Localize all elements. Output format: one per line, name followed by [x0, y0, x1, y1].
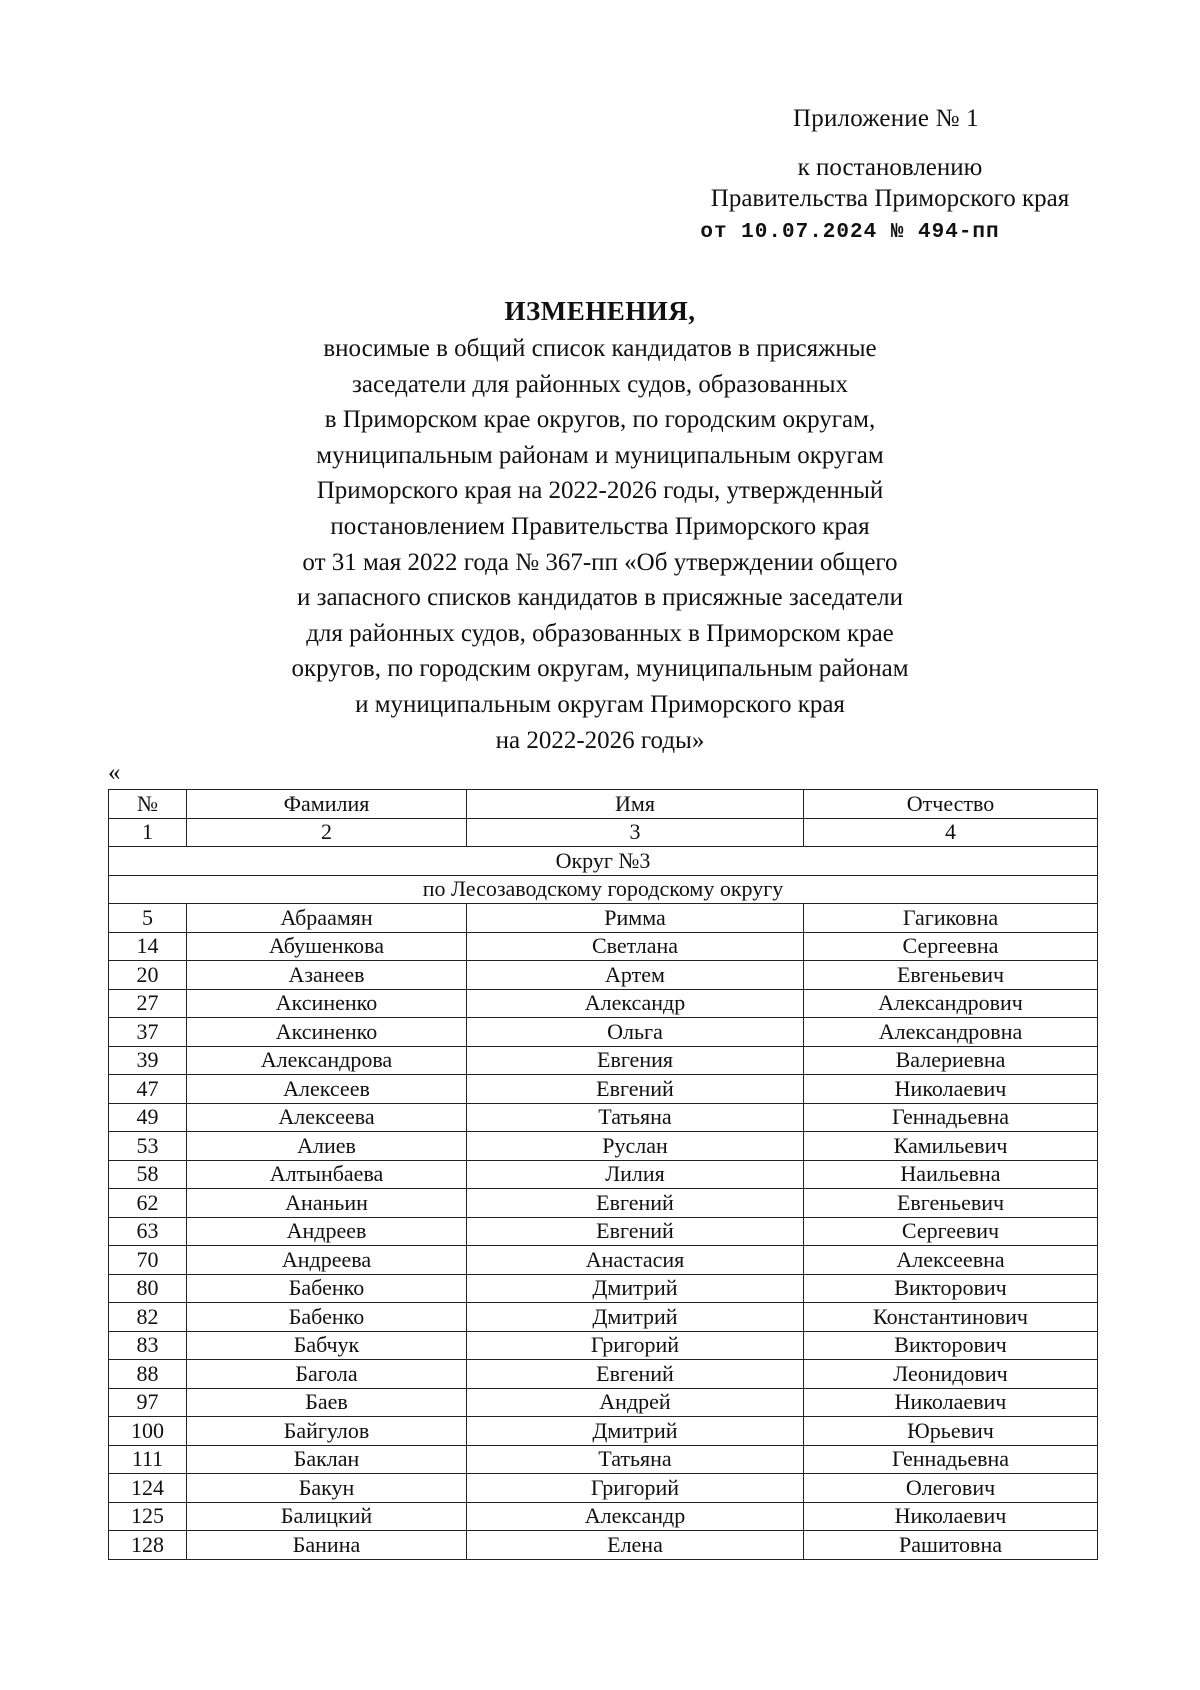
- cell-first-name: Евгения: [467, 1046, 804, 1075]
- cell-last-name: Баклан: [187, 1445, 467, 1474]
- subtitle-line: на 2022-2026 годы»: [495, 726, 705, 754]
- table-row: [109, 1417, 1098, 1446]
- resolution-line: Правительства Приморского края: [710, 185, 1070, 212]
- cell-first-name: Александр: [467, 989, 804, 1018]
- cell-last-name: Аксиненко: [187, 1018, 467, 1047]
- cell-number: 97: [109, 1388, 187, 1417]
- cell-first-name: Григорий: [467, 1331, 804, 1360]
- table-row: [109, 904, 1098, 933]
- table-row: [109, 1445, 1098, 1474]
- appendix-label: Приложение № 1: [793, 105, 979, 132]
- cell-last-name: Алтынбаева: [187, 1160, 467, 1189]
- cell-patronymic: Алексеевна: [804, 1246, 1098, 1275]
- table-row: [109, 1360, 1098, 1389]
- cell-number: 20: [109, 961, 187, 990]
- cell-patronymic: Евгеньевич: [804, 1189, 1098, 1218]
- cell-first-name: Светлана: [467, 932, 804, 961]
- candidates-table: [108, 789, 1098, 1560]
- column-header-patronymic: Отчество: [804, 790, 1098, 819]
- table-row: [109, 1160, 1098, 1189]
- cell-first-name: Евгений: [467, 1075, 804, 1104]
- table-row: [109, 1189, 1098, 1218]
- section-subtitle-row: [109, 875, 1098, 904]
- cell-first-name: Евгений: [467, 1217, 804, 1246]
- subtitle-line: постановлением Правительства Приморского края: [330, 512, 870, 540]
- cell-patronymic: Валериевна: [804, 1046, 1098, 1075]
- cell-patronymic: Рашитовна: [804, 1531, 1098, 1560]
- column-number: 1: [109, 818, 187, 847]
- cell-first-name: Дмитрий: [467, 1303, 804, 1332]
- cell-patronymic: Наильевна: [804, 1160, 1098, 1189]
- cell-first-name: Ольга: [467, 1018, 804, 1047]
- cell-first-name: Татьяна: [467, 1445, 804, 1474]
- table-row: [109, 1274, 1098, 1303]
- table-row: [109, 1474, 1098, 1503]
- cell-first-name: Александр: [467, 1502, 804, 1531]
- cell-last-name: Андреева: [187, 1246, 467, 1275]
- cell-first-name: Татьяна: [467, 1103, 804, 1132]
- cell-patronymic: Николаевич: [804, 1502, 1098, 1531]
- cell-last-name: Банина: [187, 1531, 467, 1560]
- cell-patronymic: Евгеньевич: [804, 961, 1098, 990]
- cell-patronymic: Константинович: [804, 1303, 1098, 1332]
- cell-last-name: Азанеев: [187, 961, 467, 990]
- cell-patronymic: Юрьевич: [804, 1417, 1098, 1446]
- cell-last-name: Алексеев: [187, 1075, 467, 1104]
- cell-last-name: Алексеева: [187, 1103, 467, 1132]
- resolution-number: от 10.07.2024 № 494-пп: [700, 221, 1000, 244]
- table-row: [109, 989, 1098, 1018]
- table-row: [109, 1217, 1098, 1246]
- subtitle-line: заседатели для районных судов, образованных: [351, 370, 849, 398]
- cell-last-name: Абушенкова: [187, 932, 467, 961]
- document-title: ИЗМЕНЕНИЯ,: [504, 296, 696, 326]
- cell-last-name: Балицкий: [187, 1502, 467, 1531]
- cell-number: 58: [109, 1160, 187, 1189]
- table-row: [109, 1502, 1098, 1531]
- cell-patronymic: Николаевич: [804, 1388, 1098, 1417]
- table-body: [109, 847, 1098, 1560]
- subtitle-line: Приморского края на 2022-2026 годы, утвержденный: [316, 477, 884, 505]
- cell-patronymic: Геннадьевна: [804, 1103, 1098, 1132]
- table-row: [109, 1531, 1098, 1560]
- column-number: 2: [187, 818, 467, 847]
- cell-last-name: Аксиненко: [187, 989, 467, 1018]
- table-row: [109, 1303, 1098, 1332]
- cell-first-name: Римма: [467, 904, 804, 933]
- cell-patronymic: Камильевич: [804, 1132, 1098, 1161]
- cell-last-name: Андреев: [187, 1217, 467, 1246]
- column-header-last-name: Фамилия: [187, 790, 467, 819]
- cell-first-name: Елена: [467, 1531, 804, 1560]
- subtitle-line: вносимые в общий список кандидатов в присяжные: [323, 335, 877, 362]
- cell-number: 124: [109, 1474, 187, 1503]
- cell-number: 5: [109, 904, 187, 933]
- cell-last-name: Бабенко: [187, 1303, 467, 1332]
- section-title-row: [109, 847, 1098, 876]
- document-subtitle: [0, 331, 1200, 758]
- cell-first-name: Андрей: [467, 1388, 804, 1417]
- cell-first-name: Дмитрий: [467, 1274, 804, 1303]
- cell-last-name: Бакун: [187, 1474, 467, 1503]
- cell-last-name: Абраамян: [187, 904, 467, 933]
- cell-number: 62: [109, 1189, 187, 1218]
- subtitle-line: в Приморском крае округов, по городским округам,: [324, 406, 876, 434]
- table-row: [109, 1075, 1098, 1104]
- cell-last-name: Баев: [187, 1388, 467, 1417]
- cell-first-name: Евгений: [467, 1360, 804, 1389]
- cell-first-name: Руслан: [467, 1132, 804, 1161]
- cell-patronymic: Александрович: [804, 989, 1098, 1018]
- cell-first-name: Лилия: [467, 1160, 804, 1189]
- column-number: 3: [467, 818, 804, 847]
- cell-first-name: Анастасия: [467, 1246, 804, 1275]
- subtitle-line: для районных судов, образованных в Приморском крае: [306, 619, 894, 647]
- cell-patronymic: Сергеевна: [804, 932, 1098, 961]
- cell-patronymic: Викторович: [804, 1331, 1098, 1360]
- opening-quote: «: [108, 759, 121, 786]
- cell-number: 83: [109, 1331, 187, 1360]
- cell-last-name: Багола: [187, 1360, 467, 1389]
- column-numbers-row: [109, 818, 1098, 847]
- cell-patronymic: Николаевич: [804, 1075, 1098, 1104]
- cell-first-name: Артем: [467, 961, 804, 990]
- table-row: [109, 1246, 1098, 1275]
- cell-first-name: Григорий: [467, 1474, 804, 1503]
- table-row: [109, 1132, 1098, 1161]
- resolution-line: к постановлению: [797, 154, 983, 181]
- cell-patronymic: Олегович: [804, 1474, 1098, 1503]
- cell-number: 128: [109, 1531, 187, 1560]
- cell-number: 14: [109, 932, 187, 961]
- cell-number: 82: [109, 1303, 187, 1332]
- cell-number: 53: [109, 1132, 187, 1161]
- cell-first-name: Дмитрий: [467, 1417, 804, 1446]
- cell-number: 88: [109, 1360, 187, 1389]
- cell-number: 49: [109, 1103, 187, 1132]
- cell-last-name: Байгулов: [187, 1417, 467, 1446]
- cell-last-name: Бабенко: [187, 1274, 467, 1303]
- cell-number: 100: [109, 1417, 187, 1446]
- cell-patronymic: Гагиковна: [804, 904, 1098, 933]
- table-row: [109, 932, 1098, 961]
- cell-last-name: Ананьин: [187, 1189, 467, 1218]
- table-row: [109, 1103, 1098, 1132]
- cell-patronymic: Александровна: [804, 1018, 1098, 1047]
- cell-last-name: Алиев: [187, 1132, 467, 1161]
- cell-number: 39: [109, 1046, 187, 1075]
- column-header-first-name: Имя: [467, 790, 804, 819]
- cell-patronymic: Леонидович: [804, 1360, 1098, 1389]
- cell-number: 27: [109, 989, 187, 1018]
- cell-number: 47: [109, 1075, 187, 1104]
- subtitle-line: и запасного списков кандидатов в присяжные заседатели: [296, 584, 904, 612]
- table-row: [109, 1046, 1098, 1075]
- subtitle-line: округов, по городским округам, муниципальным районам: [291, 655, 909, 683]
- column-header-number: №: [109, 790, 187, 819]
- table-row: [109, 1388, 1098, 1417]
- cell-last-name: Александрова: [187, 1046, 467, 1075]
- subtitle-line: от 31 мая 2022 года № 367-пп «Об утверждении общего: [302, 548, 898, 576]
- cell-patronymic: Викторович: [804, 1274, 1098, 1303]
- column-number: 4: [804, 818, 1098, 847]
- cell-patronymic: Сергеевич: [804, 1217, 1098, 1246]
- cell-number: 63: [109, 1217, 187, 1246]
- table-header-row: [109, 790, 1098, 819]
- cell-number: 80: [109, 1274, 187, 1303]
- subtitle-line: муниципальным районам и муниципальным округам: [316, 441, 884, 469]
- cell-first-name: Евгений: [467, 1189, 804, 1218]
- cell-number: 70: [109, 1246, 187, 1275]
- cell-patronymic: Геннадьевна: [804, 1445, 1098, 1474]
- table-row: [109, 961, 1098, 990]
- section-title: Округ №3: [109, 847, 1098, 876]
- section-subtitle: по Лесозаводскому городскому округу: [109, 875, 1098, 904]
- table-row: [109, 1331, 1098, 1360]
- resolution-reference: [680, 152, 1100, 214]
- cell-number: 125: [109, 1502, 187, 1531]
- table-row: [109, 1018, 1098, 1047]
- subtitle-line: и муниципальным округам Приморского края: [355, 690, 845, 718]
- cell-last-name: Бабчук: [187, 1331, 467, 1360]
- cell-number: 37: [109, 1018, 187, 1047]
- cell-number: 111: [109, 1445, 187, 1474]
